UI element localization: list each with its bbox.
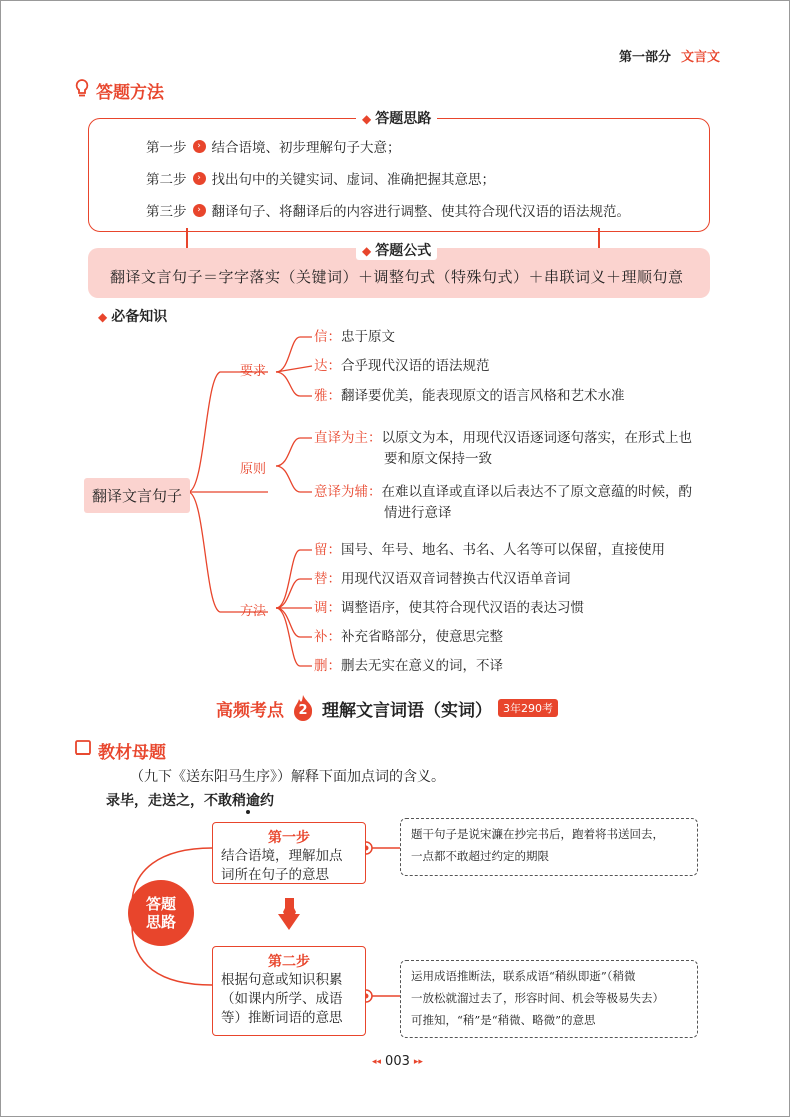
leaf-text-cont: 要和原文保持一致 xyxy=(384,451,492,467)
textbook-question: （九下《送东阳马生序》）解释下面加点词的含义。 xyxy=(130,769,445,785)
hotpoint-title: 理解文言词语（实词） xyxy=(322,700,492,721)
step2-note xyxy=(400,960,698,1038)
step1-note xyxy=(400,818,698,876)
hotpoint-number: 2 xyxy=(298,703,308,718)
leaf-key: 达： xyxy=(314,358,341,374)
leaf-key: 补： xyxy=(314,629,341,645)
step-text: 结合语境、初步理解句子大意； xyxy=(211,140,401,156)
knowledge-title: ◆ 必备知识 xyxy=(98,309,168,325)
leaf-text: 以原文为本，用现代汉语逐词逐句落实，在形式上也 xyxy=(381,430,692,446)
circle-label-2: 思路 xyxy=(145,913,176,931)
header-section: 文言文 xyxy=(680,50,720,65)
leaf-key: 替： xyxy=(314,571,341,587)
note-line: 题干句子是说宋濂在抄完书后，跑着将书送回去， xyxy=(411,827,664,841)
formula-label: ◆ 答题公式 xyxy=(356,240,437,260)
step1-box xyxy=(212,822,366,884)
method-title-text: 答题方法 xyxy=(96,83,164,103)
leaf-text: 翻译要优美，能表现原文的语言风格和艺术水准 xyxy=(341,388,625,404)
branch-requirements: 要求 xyxy=(240,364,267,379)
knowledge-title-text: 必备知识 xyxy=(111,309,168,325)
branch-principles: 原则 xyxy=(240,462,267,477)
step1-title: 第一步 xyxy=(268,830,310,846)
step2-line: 根据句意或知识积累 xyxy=(221,972,343,988)
note-line: 运用成语推断法，联系成语“稍纵即逝”（稍微 xyxy=(411,969,636,983)
leaf-text: 忠于原文 xyxy=(341,329,395,345)
textbook-sentence: 录毕，走送之，不敢稍逾约 xyxy=(106,793,274,809)
leaf-text: 删去无实在意义的词，不译 xyxy=(341,658,503,674)
step1-body xyxy=(213,847,365,885)
step2-body xyxy=(213,971,365,1028)
step-text: 找出句中的关键实词、虚词、准确把握其意思； xyxy=(211,172,495,188)
thinking-circle xyxy=(128,880,194,946)
textbook-title-text: 教材母题 xyxy=(98,743,166,763)
note-line: 一点都不敢超过约定的期限 xyxy=(411,849,549,863)
page-number-text: 003 xyxy=(385,1054,410,1069)
leaf-key: 删： xyxy=(314,658,341,674)
step1-line: 结合语境，理解加点 xyxy=(221,848,343,864)
thinking-label: ◆ 答题思路 xyxy=(356,108,437,128)
leaf-text-cont: 情进行意译 xyxy=(384,505,452,521)
hotpoint-label: 高频考点 xyxy=(216,700,284,721)
next-arrows-icon: ▸▸ xyxy=(413,1056,423,1067)
hotpoint-badge: 3年290考 xyxy=(498,699,558,717)
step-label: 第一步 xyxy=(146,140,187,156)
leaf-text: 用现代汉语双音词替换古代汉语单音词 xyxy=(341,571,571,587)
leaf-key: 留： xyxy=(314,542,341,558)
note-line: 一放松就溜过去了，形容时间、机会等极易失去） xyxy=(411,991,664,1005)
chevron-right-icon: › xyxy=(193,140,206,153)
leaf-text: 在难以直译或直译以后表达不了原文意蕴的时候，酌 xyxy=(381,484,692,500)
note-line: 可推知，“稍”是“稍微、略微”的意思 xyxy=(411,1013,596,1027)
step2-line: 等）推断词语的意思 xyxy=(221,1010,343,1026)
leaf-key: 信： xyxy=(314,329,341,345)
step2-title: 第二步 xyxy=(268,954,310,970)
mindmap-root: 翻译文言句子 xyxy=(84,478,190,513)
circle-label-1: 答题 xyxy=(145,895,176,913)
leaf-text: 合乎现代汉语的语法规范 xyxy=(341,358,490,374)
leaf-key: 调： xyxy=(314,600,341,616)
header-part: 第一部分 xyxy=(618,50,671,65)
thinking-label-text: 答题思路 xyxy=(375,111,432,127)
page-number xyxy=(372,1054,423,1069)
step-label: 第三步 xyxy=(146,204,187,220)
chevron-right-icon: › xyxy=(193,172,206,185)
step2-line: （如课内所学、成语 xyxy=(221,991,343,1007)
step-label: 第二步 xyxy=(146,172,187,188)
leaf-key: 意译为辅： xyxy=(314,484,382,500)
formula-label-text: 答题公式 xyxy=(375,243,432,259)
step1-line: 词所在句子的意思 xyxy=(221,867,329,883)
formula-text: 翻译文言句子＝字字落实（关键词）＋调整句式（特殊句式）＋串联词义＋理顺句意 xyxy=(110,268,684,286)
leaf-text: 调整语序，使其符合现代汉语的表达习惯 xyxy=(341,600,584,616)
chevron-right-icon: › xyxy=(193,204,206,217)
branch-methods: 方法 xyxy=(240,604,267,619)
leaf-text: 国号、年号、地名、书名、人名等可以保留，直接使用 xyxy=(341,542,665,558)
step-text: 翻译句子、将翻译后的内容进行调整、使其符合现代汉语的语法规范。 xyxy=(211,204,630,220)
leaf-key: 雅： xyxy=(314,388,341,404)
leaf-key: 直译为主： xyxy=(314,430,382,446)
leaf-text: 补充省略部分，使意思完整 xyxy=(341,629,503,645)
prev-arrows-icon: ◂◂ xyxy=(372,1056,382,1067)
step2-box xyxy=(212,946,366,1036)
